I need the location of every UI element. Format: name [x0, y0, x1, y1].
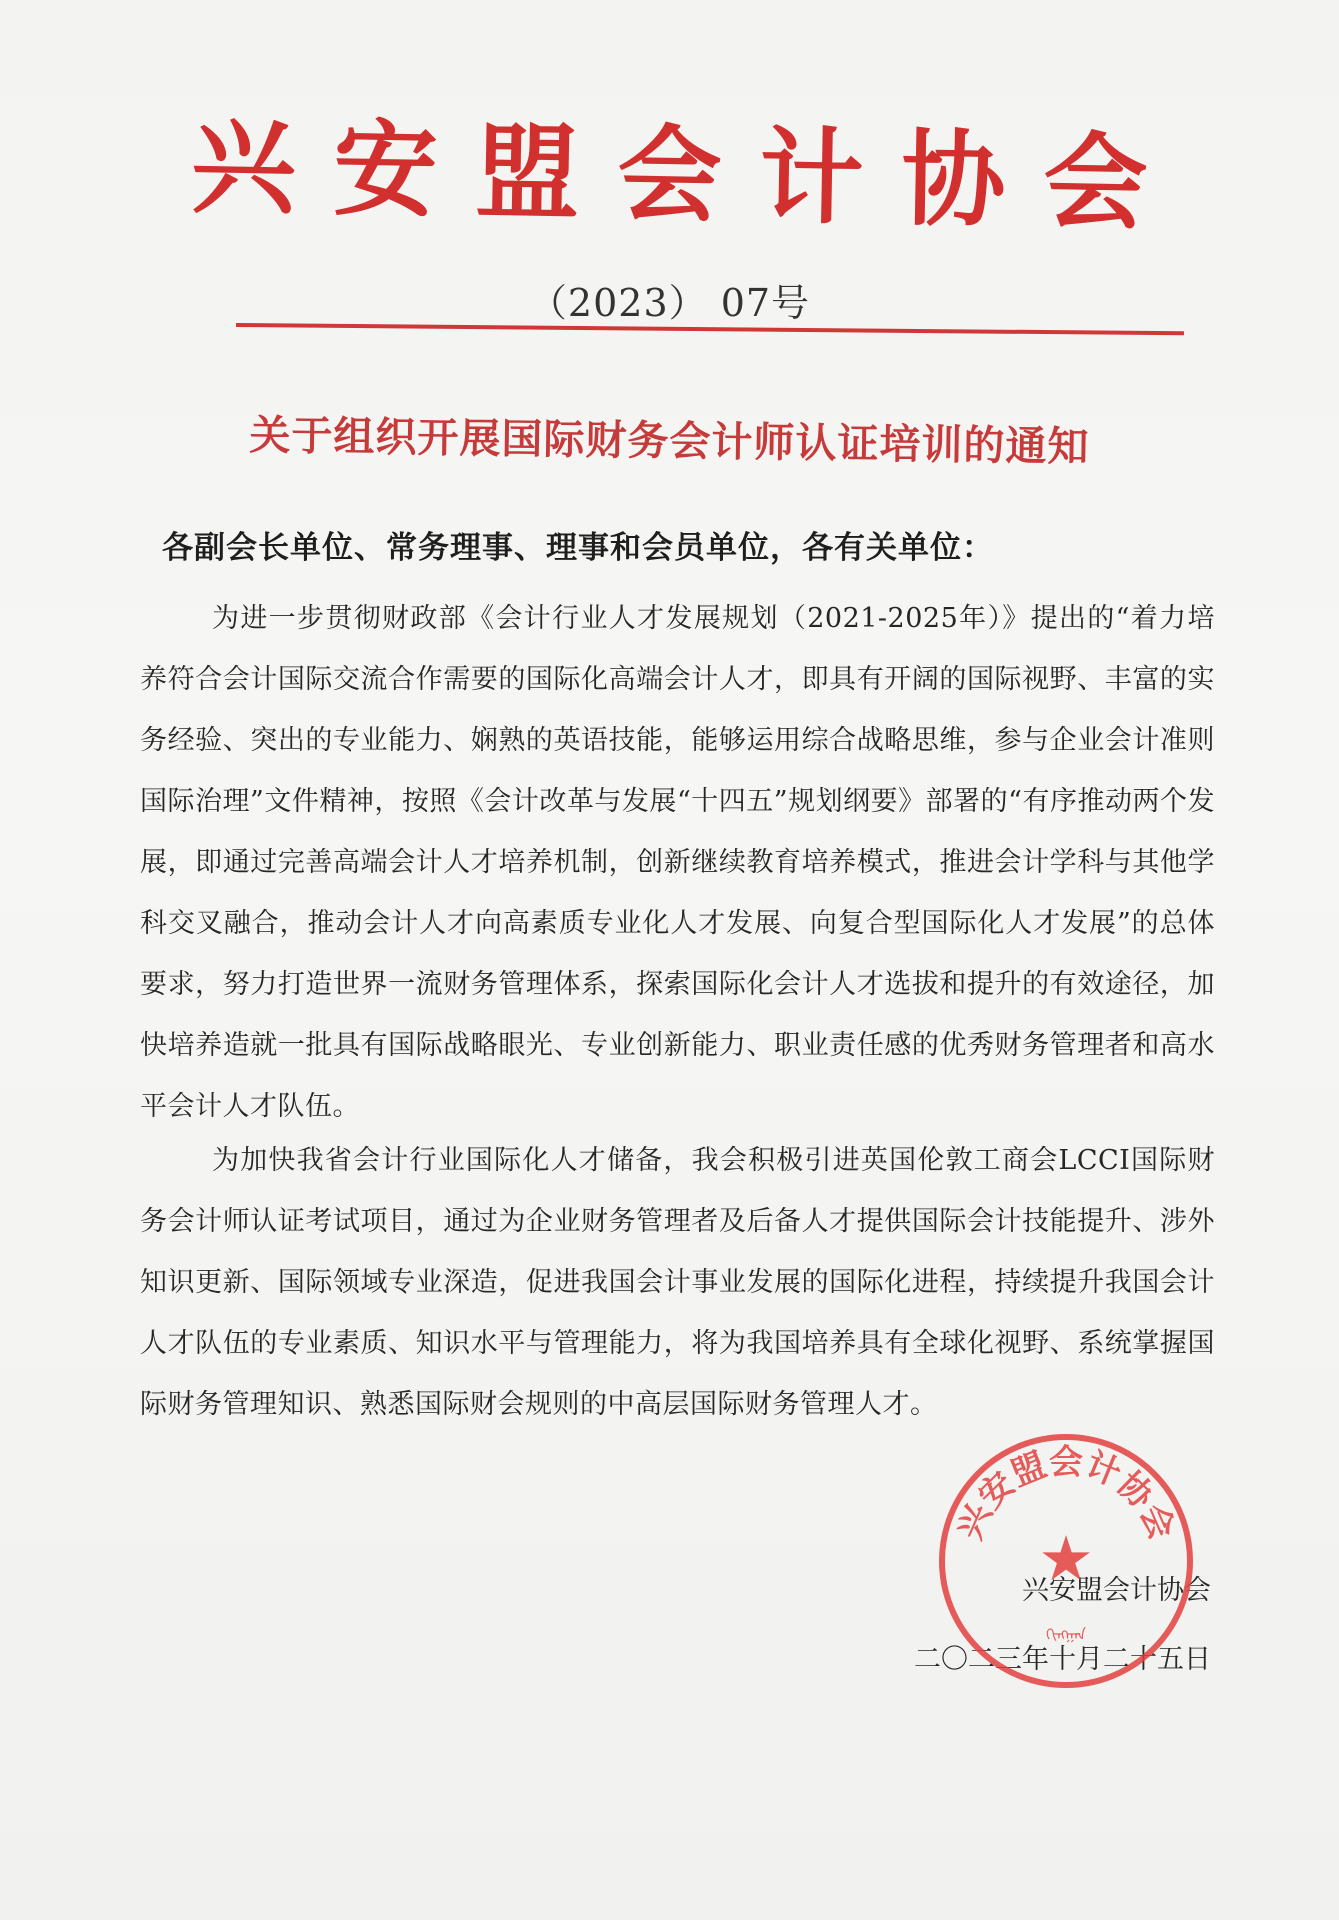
seal-arc-text: 兴安盟会计协会	[950, 1442, 1182, 1546]
issuer-name: 兴安盟会计协会	[1022, 1575, 1211, 1606]
notice-title: 关于组织开展国际财务会计师认证培训的通知	[249, 411, 1090, 471]
issue-date: 二〇二三年十月二十五日	[914, 1644, 1211, 1675]
seal-secondary-script: ᠬᠢᠩᠭᠠᠨ	[1046, 1626, 1086, 1644]
org-letterhead-title: 兴安盟会计协会	[190, 104, 1187, 245]
body-paragraph-2: 为加快我省会计行业国际化人才储备，我会积极引进英国伦敦工商会LCCI国际财务会计师认证考试项目，通过为企业财务管理者及后备人才提供国际会计技能提升、涉外知识更新、国际领域专业深造，促进我国会计事业发展的国际化进程，持续提升我国会计人才队伍的专业素质、知识水平与管理能力，将为我国培养具有全球化视野、系统掌握国际财务管理知识、熟悉国际财会规则的中高层国际财务管理人才。	[140, 1145, 1215, 1420]
seal-star-icon: ★	[1038, 1522, 1094, 1595]
official-seal-stamp	[935, 1430, 1197, 1692]
body-paragraph-1: 为进一步贯彻财政部《会计行业人才发展规划（2021-2025年）》提出的“着力培养符合会计国际交流合作需要的国际化高端会计人才，即具有开阔的国际视野、丰富的实务经验、突出的专业能力、娴熟的英语技能，能够运用综合战略思维，参与企业会计准则国际治理”文件精神，按照《会计改革与发展“十四五”规划纲要》部署的“有序推动两个发展，即通过完善高端会计人才培养机制，创新继续教育培养模式，推进会计学科与其他学科交叉融合，推动会计人才向高素质专业化人才发展、向复合型国际化人才发展”的总体要求，努力打造世界一流财务管理体系，探索国际化会计人才选拔和提升的有效途径，加快培养造就一批具有国际战略眼光、专业创新能力、职业责任感的优秀财务管理者和高水平会计人才队伍。	[140, 603, 1215, 1122]
document-number: （2023） 07号	[528, 281, 811, 325]
salutation: 各副会长单位、常务理事、理事和会员单位，各有关单位：	[162, 530, 994, 566]
